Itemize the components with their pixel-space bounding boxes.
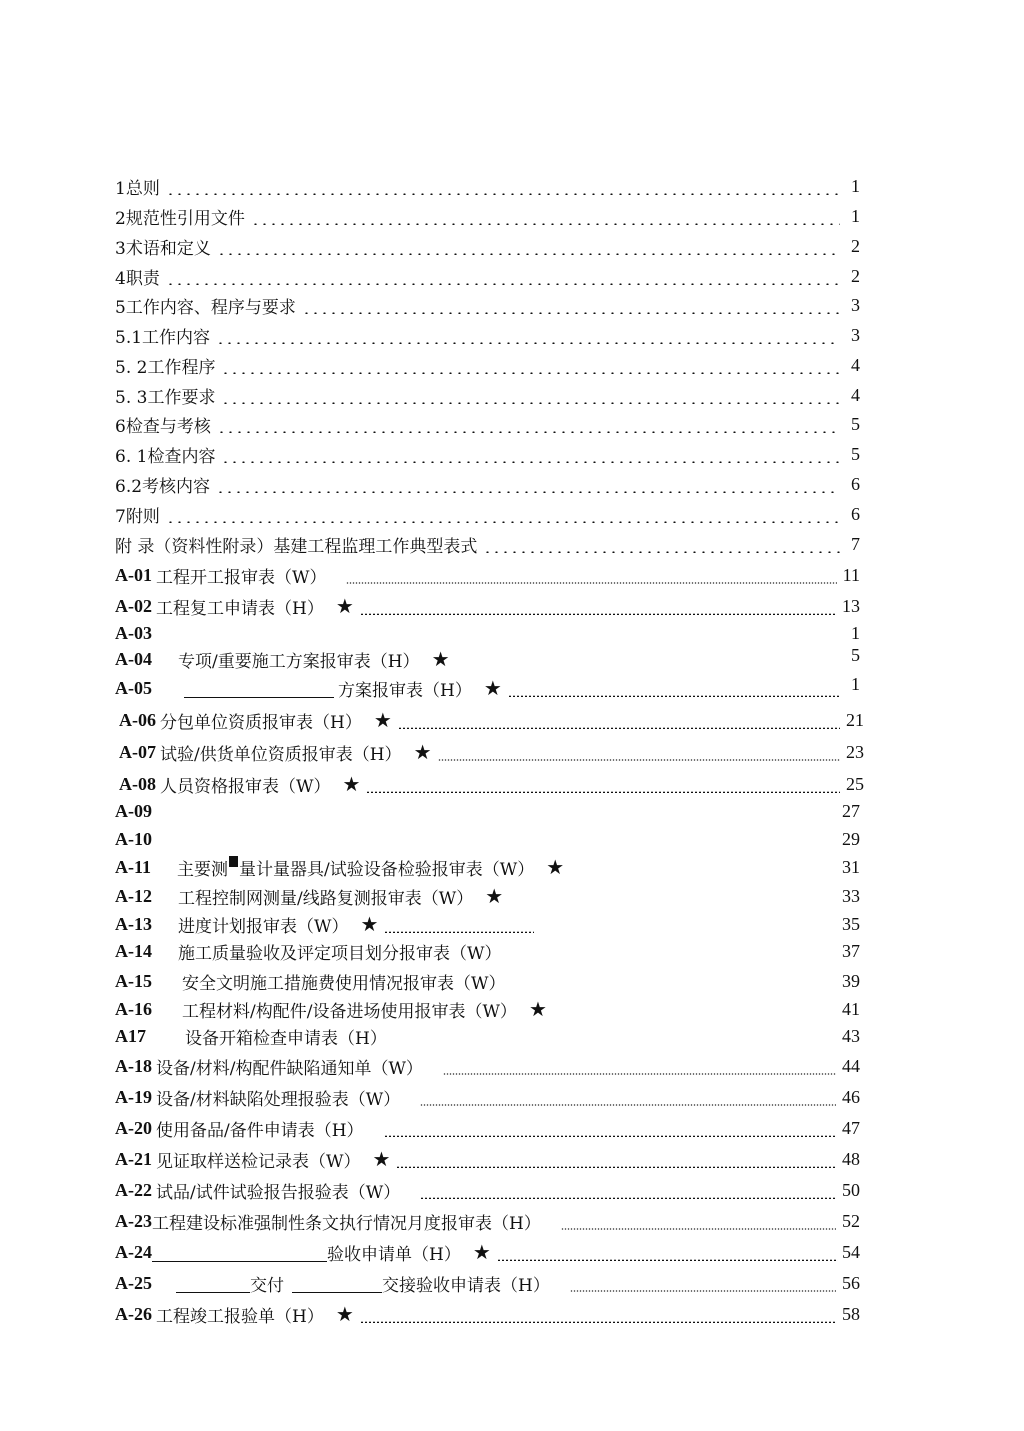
toc-entry[interactable] [115, 351, 860, 379]
toc-title: 6.2考核内容 [115, 476, 211, 497]
toc-title: 6. 1检查内容 [115, 446, 216, 467]
star-icon: ★ [360, 912, 379, 936]
form-code: A-24 [115, 1241, 152, 1262]
form-code: A-10 [115, 828, 152, 849]
page-number: 46 [842, 1086, 860, 1107]
toc-entry[interactable] [115, 440, 860, 468]
star-icon: ★ [335, 594, 354, 618]
form-code: A-13 [115, 913, 152, 934]
form-entry[interactable] [119, 770, 864, 798]
toc-entry[interactable] [115, 291, 860, 319]
leader-dots [508, 695, 840, 702]
leader-dots [302, 312, 840, 319]
form-entry[interactable] [115, 592, 860, 620]
blank-field [184, 679, 334, 698]
form-entry[interactable] [115, 1176, 860, 1204]
leader-dots [346, 582, 836, 589]
page-number: 39 [842, 970, 860, 991]
form-entry[interactable] [115, 853, 860, 881]
form-title: 方案报审表（H） [338, 680, 472, 701]
form-entry[interactable] [115, 645, 860, 673]
page-number: 54 [842, 1241, 860, 1262]
form-entry[interactable] [115, 1145, 860, 1173]
form-title-part: 交付 [250, 1275, 284, 1296]
form-entry[interactable] [115, 1114, 860, 1142]
form-title: 人员资格报审表（W） [160, 776, 331, 797]
form-title: 试验/供货单位资质报审表（H） [160, 744, 402, 765]
page-number: 5 [851, 443, 860, 464]
page-number: 6 [851, 503, 860, 524]
leader-dots [166, 283, 840, 290]
form-title: 设备/材料/构配件缺陷通知单（W） [156, 1058, 423, 1079]
form-title: 设备/材料缺陷处理报验表（W） [156, 1089, 401, 1110]
page-number: 1 [851, 175, 860, 196]
star-icon: ★ [335, 1302, 354, 1326]
form-entry[interactable] [115, 937, 860, 965]
form-code: A-03 [115, 622, 152, 643]
star-icon: ★ [342, 772, 361, 796]
star-icon: ★ [431, 647, 450, 671]
form-entry[interactable] [115, 797, 860, 825]
form-code: A-08 [119, 773, 156, 794]
page-number: 2 [851, 265, 860, 286]
page-number: 47 [842, 1117, 860, 1138]
toc-entry[interactable] [115, 381, 860, 409]
page-number: 25 [846, 773, 864, 794]
page-number: 3 [851, 294, 860, 315]
blank-field [152, 1243, 327, 1262]
page-number: 5 [851, 413, 860, 434]
form-title: 工程材料/构配件/设备进场使用报审表（W） [182, 1001, 517, 1022]
form-title: 设备开箱检查申请表（H） [185, 1028, 387, 1049]
form-code: A-14 [115, 940, 152, 961]
leader-dots [561, 1228, 836, 1235]
form-entry[interactable] [115, 1022, 860, 1050]
form-title: 使用备品/备件申请表（H） [156, 1120, 364, 1141]
page-number: 7 [851, 533, 860, 554]
form-title: 专项/重要施工方案报审表（H） [178, 651, 420, 672]
page-number: 4 [851, 354, 860, 375]
leader-dots [216, 342, 840, 349]
leader-dots [221, 461, 840, 468]
toc-entry[interactable] [115, 202, 860, 230]
form-code: A-04 [115, 648, 152, 669]
form-code: A-19 [115, 1086, 152, 1107]
leader-dots [438, 759, 841, 766]
toc-entry[interactable] [115, 470, 860, 498]
page-number: 58 [842, 1303, 860, 1324]
toc-title: 5工作内容、程序与要求 [115, 297, 296, 318]
form-title: 试品/试件试验报告报验表（W） [156, 1182, 401, 1203]
star-icon: ★ [413, 740, 432, 764]
star-icon: ★ [472, 1240, 491, 1264]
leader-dots [166, 521, 840, 528]
star-icon: ★ [373, 708, 392, 732]
form-code: A-25 [115, 1272, 152, 1293]
leader-dots [396, 1166, 836, 1173]
page-number: 35 [842, 913, 860, 934]
form-title: 验收申请单（H） [327, 1244, 461, 1265]
toc-title: 7附则 [115, 506, 160, 527]
page-number: 13 [842, 595, 860, 616]
star-icon: ★ [372, 1147, 391, 1171]
leader-dots [497, 1259, 836, 1266]
toc-title: 2规范性引用文件 [115, 208, 245, 229]
leader-dots [221, 372, 840, 379]
leader-dots [483, 551, 840, 558]
form-title-part: 量计量器具/试验设备检验报审表（W） [239, 859, 535, 880]
page-number: 31 [842, 856, 860, 877]
form-entry[interactable] [119, 738, 864, 766]
form-code: A-06 [119, 709, 156, 730]
leader-dots [221, 402, 840, 409]
page-number: 4 [851, 384, 860, 405]
toc-title: 4职责 [115, 268, 160, 289]
form-code: A17 [115, 1025, 146, 1046]
page-number: 52 [842, 1210, 860, 1231]
form-entry[interactable] [115, 561, 860, 589]
form-code: A-23 [115, 1210, 152, 1231]
form-title: 进度计划报审表（W） [178, 916, 349, 937]
form-title: 工程开工报审表（W） [156, 567, 327, 588]
form-code: A-16 [115, 998, 152, 1019]
form-entry[interactable] [115, 1238, 860, 1266]
leader-dots [217, 253, 840, 260]
leader-dots [443, 1073, 836, 1080]
form-title: 工程复工申请表（H） [156, 598, 324, 619]
form-code: A-22 [115, 1179, 152, 1200]
form-entry[interactable] [115, 967, 860, 995]
form-entry[interactable] [115, 825, 860, 853]
form-title-part: 主要测 [177, 859, 228, 880]
star-icon: ★ [546, 855, 565, 879]
toc-entry[interactable] [115, 232, 860, 260]
form-code: A-20 [115, 1117, 152, 1138]
leader-dots [360, 1321, 836, 1328]
form-entry[interactable] [115, 674, 860, 702]
leader-dots [420, 1197, 836, 1204]
form-entry[interactable] [115, 1300, 860, 1328]
leader-dots [420, 1104, 836, 1111]
form-code: A-12 [115, 885, 152, 906]
page-number: 43 [842, 1025, 860, 1046]
form-code: A-11 [115, 856, 151, 877]
toc-title: 5. 3工作要求 [115, 387, 216, 408]
scan-artifact-mark [229, 856, 238, 867]
page-number: 44 [842, 1055, 860, 1076]
form-entry[interactable] [115, 1052, 860, 1080]
star-icon: ★ [483, 676, 502, 700]
form-code: A-02 [115, 595, 152, 616]
form-title: 工程控制网测量/线路复测报审表（W） [178, 888, 474, 909]
toc-entry[interactable] [115, 262, 860, 290]
toc-title: 附 录（资料性附录）基建工程监理工作典型表式 [115, 536, 478, 557]
form-entry[interactable] [115, 1083, 860, 1111]
toc-title: 5. 2工作程序 [115, 357, 216, 378]
page-number: 1 [851, 205, 860, 226]
page-number: 1 [851, 622, 860, 643]
form-code: A-15 [115, 970, 152, 991]
page-number: 48 [842, 1148, 860, 1169]
leader-dots [570, 1290, 836, 1297]
form-entry[interactable] [115, 910, 860, 938]
leader-dots [251, 223, 840, 230]
form-title: 分包单位资质报审表（H） [160, 712, 362, 733]
page-number: 1 [851, 673, 860, 694]
form-code: A-21 [115, 1148, 152, 1169]
form-code: A-18 [115, 1055, 152, 1076]
leader-dots [384, 1135, 836, 1142]
form-title: 见证取样送检记录表（W） [156, 1151, 361, 1172]
form-entry[interactable] [115, 1269, 860, 1297]
blank-field [292, 1274, 382, 1293]
form-entry[interactable] [115, 882, 860, 910]
form-code: A-26 [115, 1303, 152, 1324]
page-number: 27 [842, 800, 860, 821]
star-icon: ★ [528, 997, 547, 1021]
leader-dots [398, 727, 840, 734]
leader-dots [217, 431, 840, 438]
star-icon: ★ [485, 884, 504, 908]
page-number: 56 [842, 1272, 860, 1293]
leader-dots [166, 193, 840, 200]
toc-entry[interactable] [115, 321, 860, 349]
form-title: 施工质量验收及评定项目划分报审表（W） [178, 943, 502, 964]
blank-field [176, 1274, 250, 1293]
form-entry[interactable] [115, 619, 860, 647]
page-number: 33 [842, 885, 860, 906]
page-number: 6 [851, 473, 860, 494]
page-number: 3 [851, 324, 860, 345]
leader-dots [216, 491, 840, 498]
page-number: 23 [846, 741, 864, 762]
toc-entry[interactable] [115, 172, 860, 200]
page-number: 37 [842, 940, 860, 961]
form-title: 工程建设标准强制性条文执行情况月度报审表（H） [152, 1213, 541, 1234]
toc-title: 5.1工作内容 [115, 327, 211, 348]
page-number: 11 [842, 564, 860, 585]
form-code: A-05 [115, 677, 152, 698]
form-title: 安全文明施工措施费使用情况报审表（W） [182, 973, 506, 994]
form-entry[interactable] [115, 995, 860, 1023]
toc-entry[interactable] [115, 500, 860, 528]
form-code: A-09 [115, 800, 152, 821]
page-number: 2 [851, 235, 860, 256]
page-number: 41 [842, 998, 860, 1019]
form-entry[interactable] [119, 706, 864, 734]
page-number: 29 [842, 828, 860, 849]
toc-entry[interactable] [115, 530, 860, 558]
toc-title: 3术语和定义 [115, 238, 211, 259]
toc-title: 6检查与考核 [115, 416, 211, 437]
toc-title: 1总则 [115, 178, 160, 199]
form-title-part: 交接验收申请表（H） [382, 1275, 550, 1296]
page-number: 5 [851, 644, 860, 665]
form-title: 工程竣工报验单（H） [156, 1306, 324, 1327]
page-number: 50 [842, 1179, 860, 1200]
form-entry[interactable] [115, 1207, 860, 1235]
page-number: 21 [846, 709, 864, 730]
toc-entry[interactable] [115, 410, 860, 438]
form-code: A-07 [119, 741, 156, 762]
form-code: A-01 [115, 564, 152, 585]
